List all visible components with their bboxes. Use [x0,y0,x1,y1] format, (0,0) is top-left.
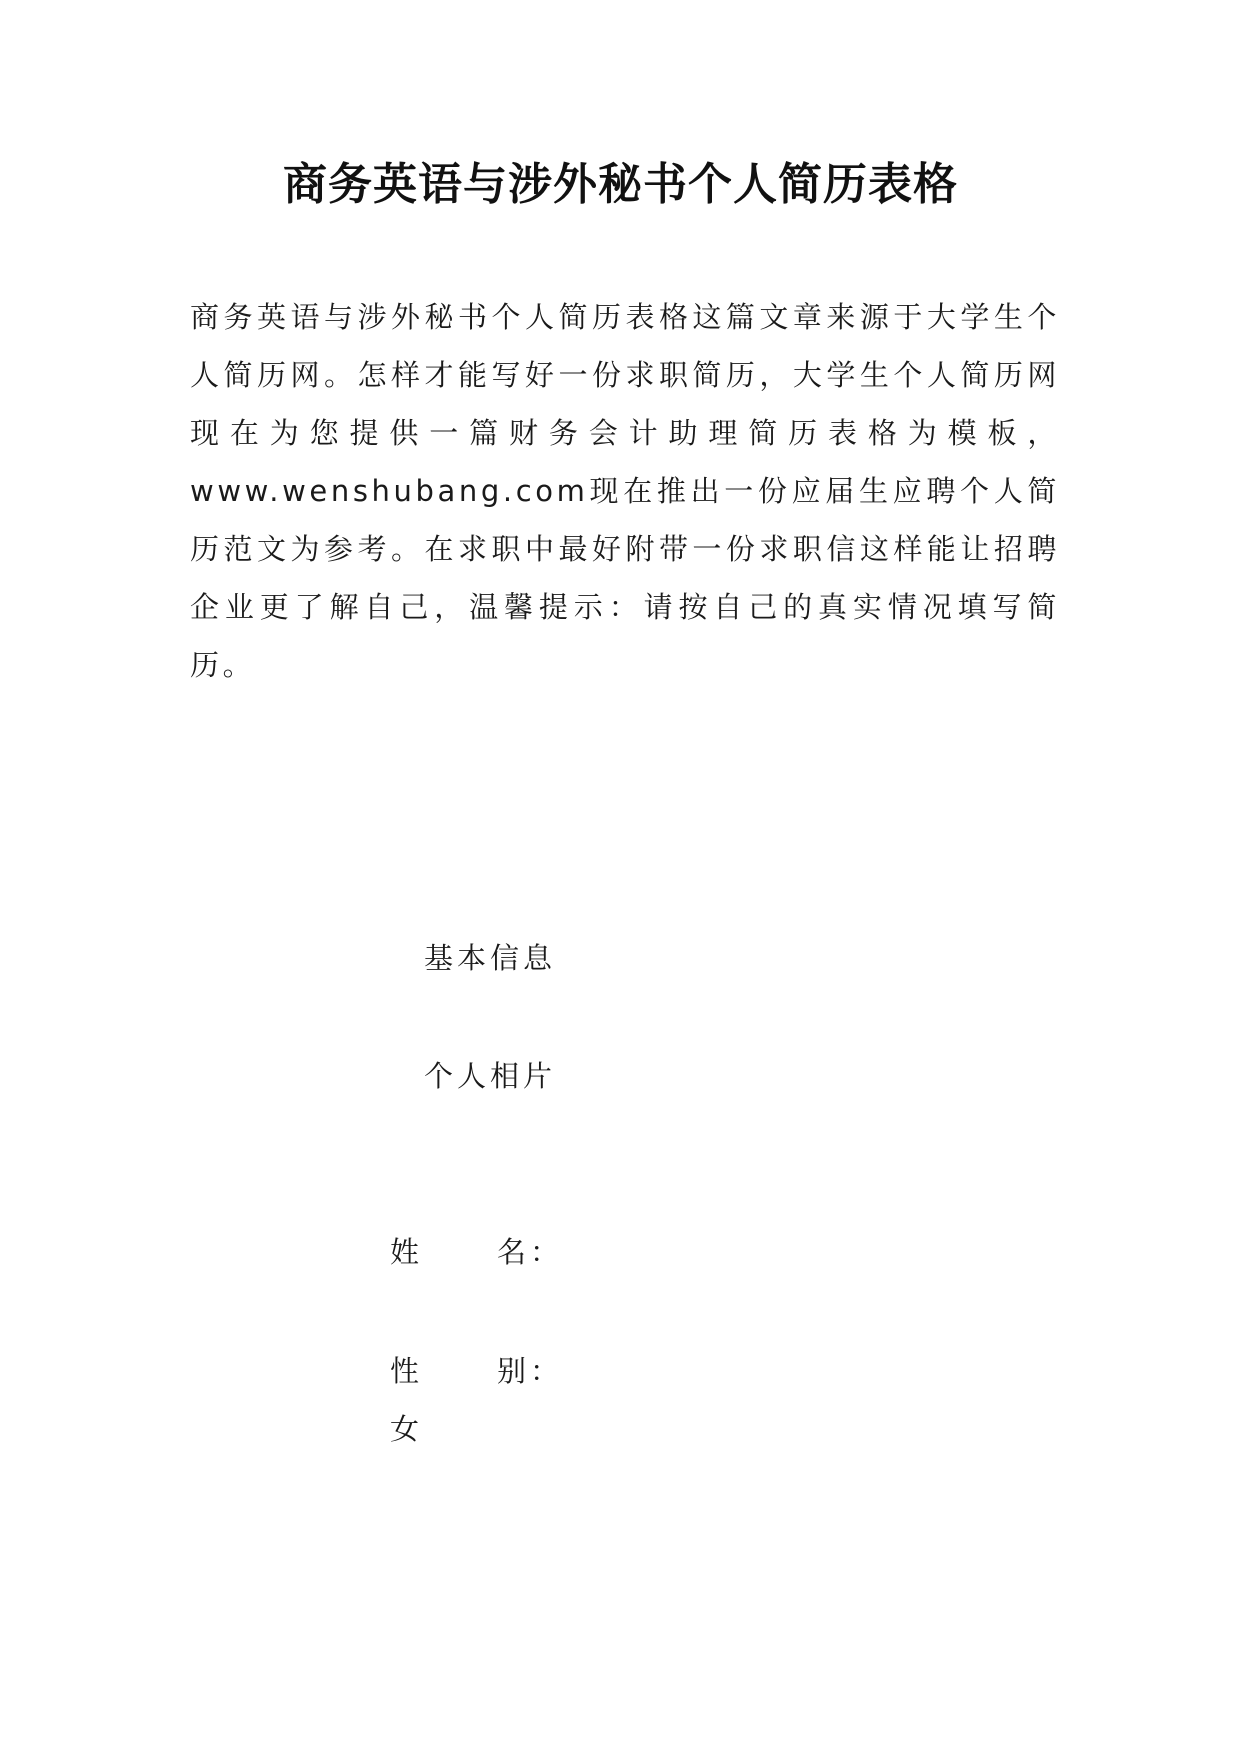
section-photo-heading: 个人相片 [424,1059,557,1093]
gender-value: 女 [390,1412,424,1446]
document-title: 商务英语与涉外秘书个人简历表格 [283,159,958,210]
name-label-first-char: 姓 [390,1235,424,1269]
name-field-label [390,1232,563,1272]
section-basic-info-heading: 基本信息 [424,941,557,975]
name-label-second-char: 名： [497,1235,564,1269]
gender-field-label [390,1351,563,1391]
intro-paragraph: 商务英语与涉外秘书个人简历表格这篇文章来源于大学生个人简历网。怎样才能写好一份求职简历，大学生个人简历网现在为您提供一篇财务会计助理简历表格为模板，www.wenshubang.com现在推出一份应届生应聘个人简历范文为参考。在求职中最好附带一份求职信这样能让招聘企业更了解自己，温馨提示：请按自己的真实情况填写简历。 [190,300,1060,682]
gender-label-second-char: 别： [497,1354,564,1388]
gender-label-first-char: 性 [390,1354,424,1388]
